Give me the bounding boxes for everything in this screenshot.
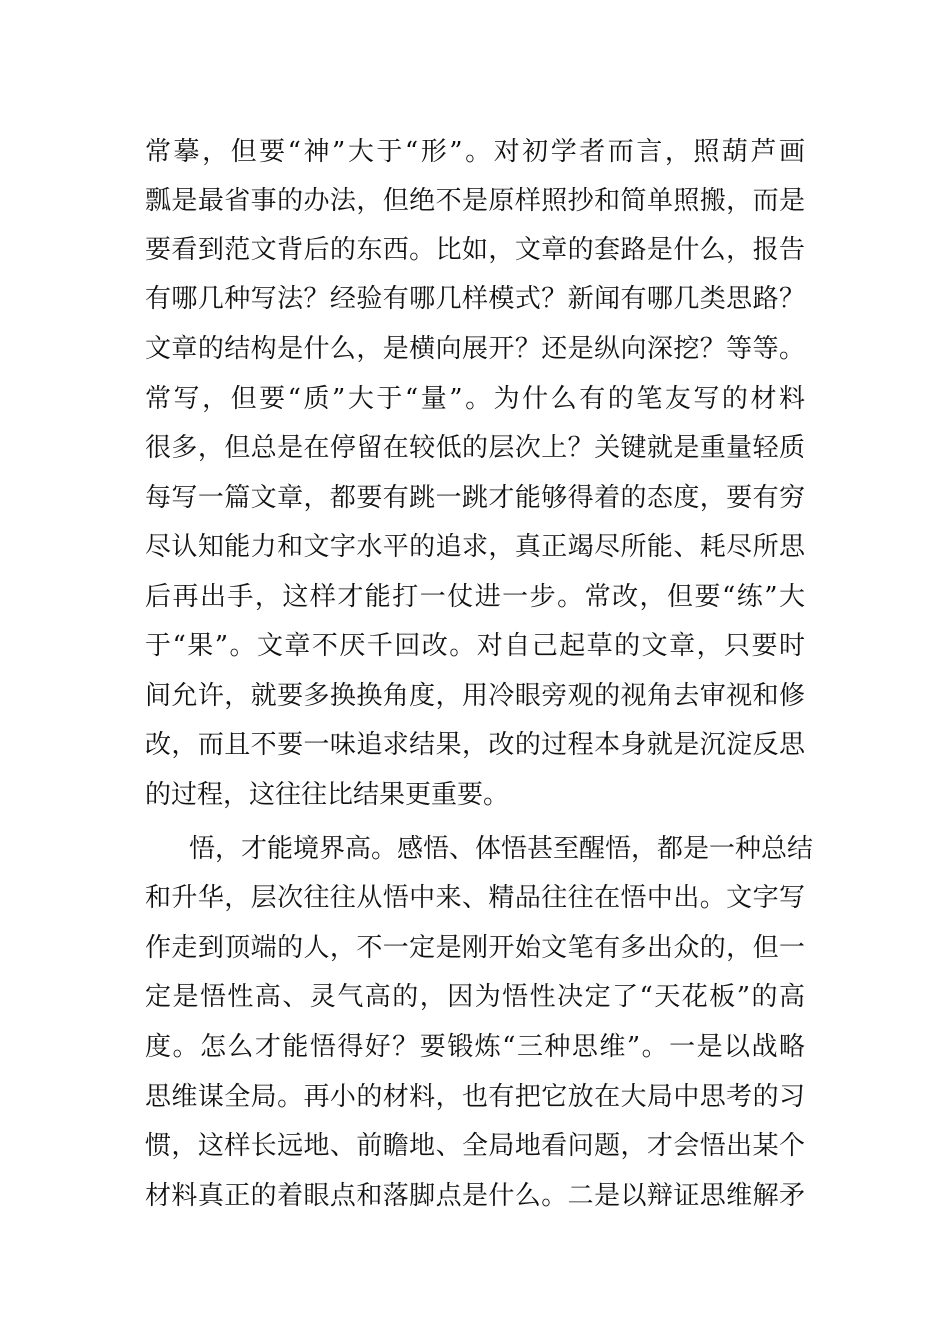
text-line: 每写一篇文章，都要有跳一跳才能够得着的态度，要有穷 [145, 483, 805, 513]
text-line: 常摹，但要“神”大于“形”。对初学者而言，照葫芦画 [145, 137, 805, 167]
text-line: 尽认知能力和文字水平的追求，真正竭尽所能、耗尽所思 [145, 532, 805, 562]
text-line: 度。怎么才能悟得好？要锻炼“三种思维”。一是以战略 [145, 1032, 805, 1062]
text-line: 惯，这样长远地、前瞻地、全局地看问题，才会悟出某个 [145, 1131, 805, 1161]
text-line: 文章的结构是什么，是横向展开？还是纵向深挖？等等。 [145, 334, 805, 364]
text-line: 改，而且不要一味追求结果，改的过程本身就是沉淀反思 [145, 730, 805, 760]
text-line: 于“果”。文章不厌千回改。对自己起草的文章，只要时 [145, 631, 805, 661]
text-line: 的过程，这往往比结果更重要。 [145, 780, 510, 810]
text-line: 定是悟性高、灵气高的，因为悟性决定了“天花板”的高 [145, 982, 805, 1012]
text-line: 要看到范文背后的东西。比如，文章的套路是什么，报告 [145, 235, 805, 265]
text-line: 有哪几种写法？经验有哪几样模式？新闻有哪几类思路？ [145, 284, 805, 314]
text-line: 瓢是最省事的办法，但绝不是原样照抄和简单照搬，而是 [145, 186, 805, 216]
text-line: 和升华，层次往往从悟中来、精品往往在悟中出。文字写 [145, 883, 805, 913]
text-line: 间允许，就要多换换角度，用冷眼旁观的视角去审视和修 [145, 681, 805, 711]
text-line: 作走到顶端的人，不一定是刚开始文笔有多出众的，但一 [145, 933, 805, 963]
text-line: 很多，但总是在停留在较低的层次上？关键就是重量轻质 [145, 433, 805, 463]
text-line: 思维谋全局。再小的材料，也有把它放在大局中思考的习 [145, 1082, 805, 1112]
paragraph-first-line: 悟，才能境界高。感悟、体悟甚至醒悟，都是一种总结 [189, 834, 814, 864]
text-line: 后再出手，这样才能打一仗进一步。常改，但要“练”大 [145, 582, 805, 612]
text-line: 材料真正的着眼点和落脚点是什么。二是以辩证思维解矛 [145, 1181, 805, 1211]
text-line: 常写，但要“质”大于“量”。为什么有的笔友写的材料 [145, 384, 805, 414]
